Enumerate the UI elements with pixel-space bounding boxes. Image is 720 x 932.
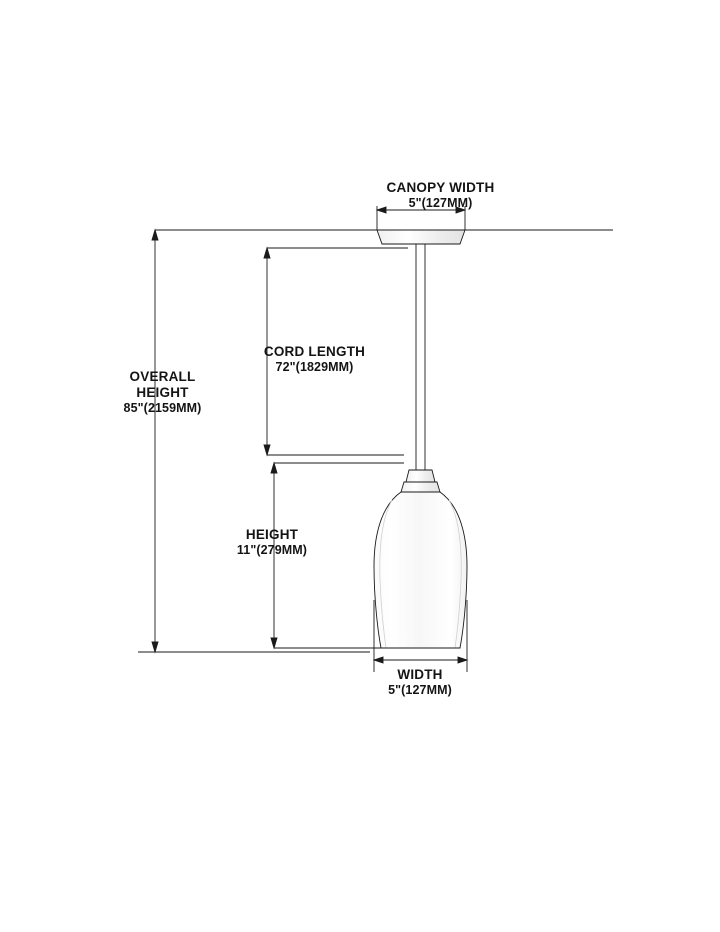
cord-length-title: CORD LENGTH [263, 344, 366, 359]
label-overall-height [0, 369, 335, 416]
glass-shade [374, 492, 467, 648]
width-value: 5"(127MM) [388, 682, 452, 697]
height-value: 11"(279MM) [236, 542, 308, 557]
canopy-width-value: 5"(127MM) [408, 195, 473, 210]
dim-overall-height [138, 230, 370, 652]
canopy [377, 230, 465, 244]
overall-height-title-line1: OVERALL [129, 369, 196, 384]
socket-fitter [401, 470, 440, 492]
cord-length-value: 72"(1829MM) [275, 359, 354, 374]
label-width [270, 667, 570, 698]
overall-height-value: 85"(2159MM) [123, 400, 202, 415]
height-title: HEIGHT [245, 527, 299, 542]
label-height [122, 527, 422, 558]
canopy-width-title: CANOPY WIDTH [386, 180, 495, 195]
width-title: WIDTH [397, 667, 443, 682]
label-canopy-width [268, 180, 613, 211]
overall-height-title-line2: HEIGHT [136, 384, 189, 400]
